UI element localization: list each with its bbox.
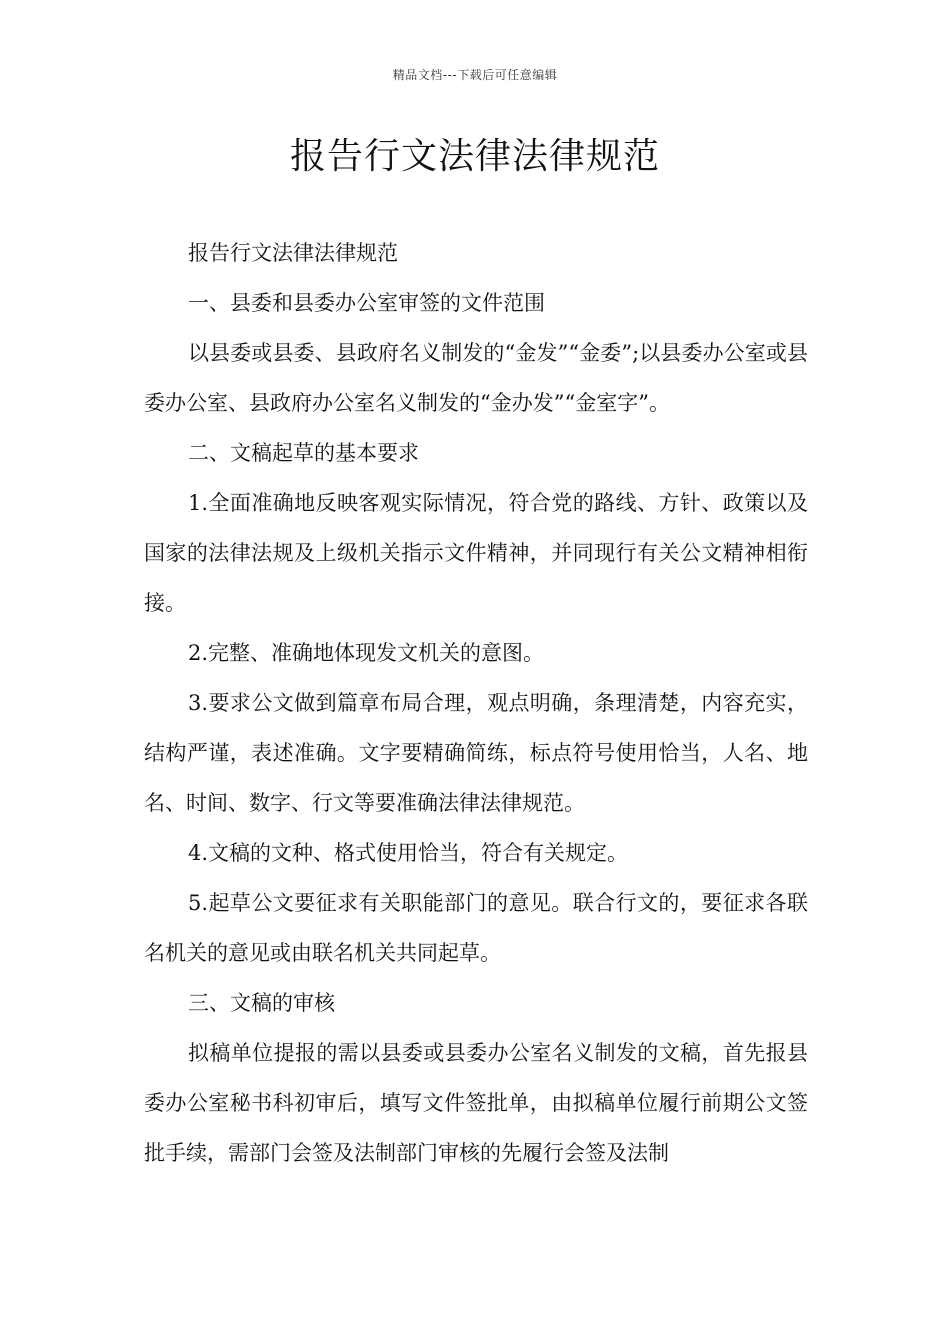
paragraph: 以县委或县委、县政府名义制发的“金发”“金委”;以县委办公室或县委办公室、县政府办公室名义制发的“金办发”“金室字”。	[144, 341, 808, 415]
list-item-4: 4.文稿的文种、格式使用恰当，符合有关规定。	[188, 841, 629, 865]
document-body	[144, 228, 808, 1178]
list-item-2: 2.完整、准确地体现发文机关的意图。	[188, 641, 545, 665]
page-header-watermark: 精品文档---下载后可任意编辑	[392, 68, 558, 82]
section-heading-3: 三、文稿的审核	[188, 991, 335, 1015]
section-heading-1: 一、县委和县委办公室审签的文件范围	[188, 291, 545, 315]
list-item-1: 1.全面准确地反映客观实际情况，符合党的路线、方针、政策以及国家的法律法规及上级机关指示文件精神，并同现行有关公文精神相衔接。	[144, 491, 808, 615]
list-item-3: 3.要求公文做到篇章布局合理，观点明确，条理清楚，内容充实，结构严谨，表述准确。文字要精确简练，标点符号使用恰当，人名、地名、时间、数字、行文等要准确法律法律规范。	[144, 691, 808, 815]
list-item-5: 5.起草公文要征求有关职能部门的意见。联合行文的，要征求各联名机关的意见或由联名机关共同起草。	[144, 891, 808, 965]
paragraph-heading-repeat: 报告行文法律法律规范	[188, 241, 398, 265]
paragraph: 拟稿单位提报的需以县委或县委办公室名义制发的文稿，首先报县委办公室秘书科初审后，填写文件签批单，由拟稿单位履行前期公文签批手续，需部门会签及法制部门审核的先履行会签及法制	[144, 1041, 808, 1165]
document-title: 报告行文法律法律规范	[289, 136, 660, 177]
section-heading-2: 二、文稿起草的基本要求	[188, 441, 419, 465]
